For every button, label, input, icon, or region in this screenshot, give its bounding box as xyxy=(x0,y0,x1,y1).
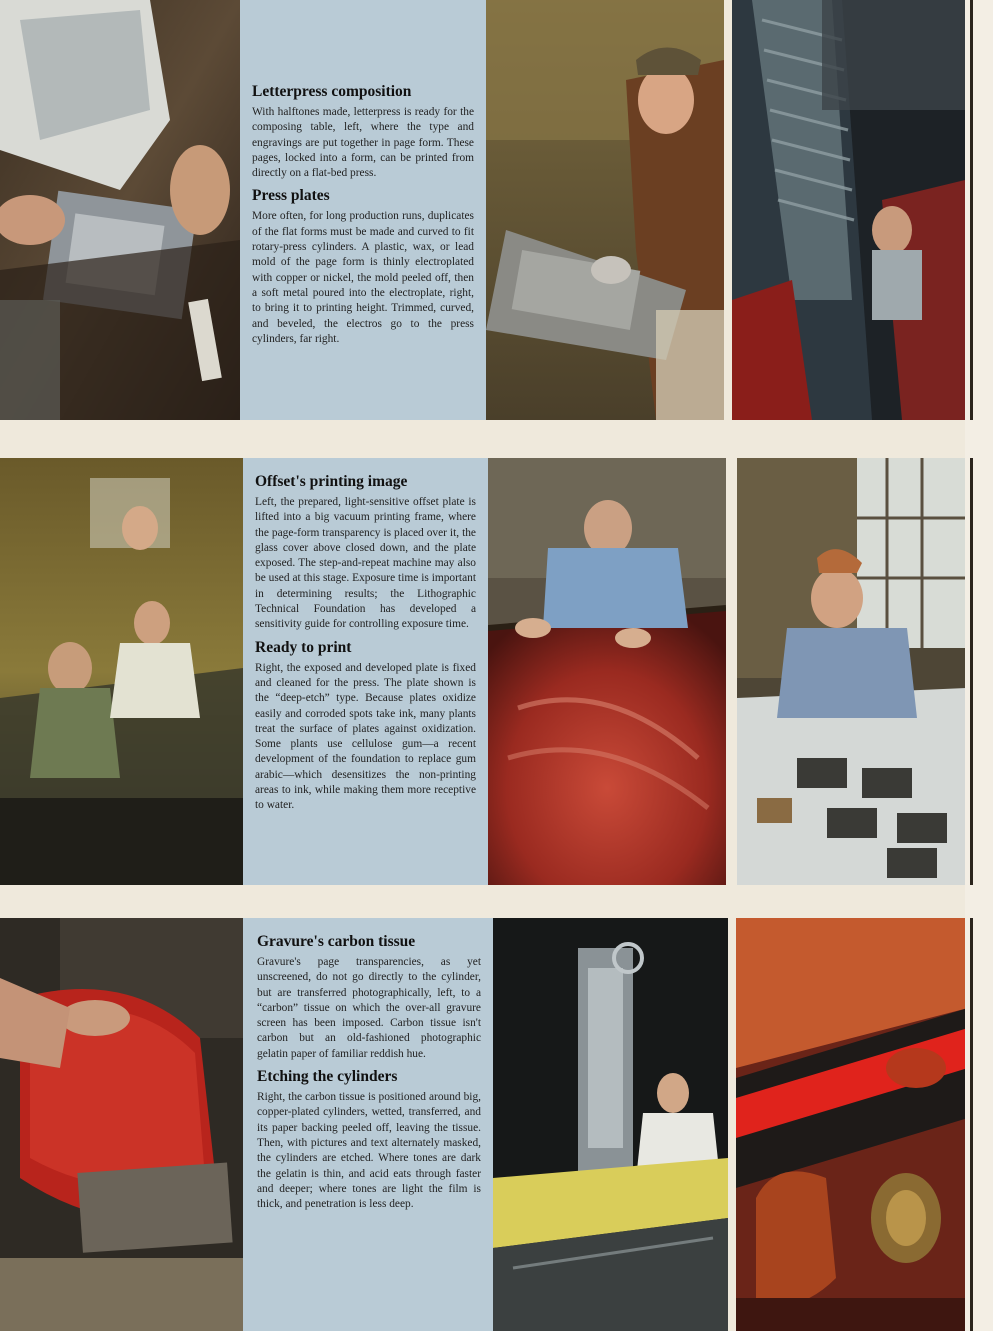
page-edge-shadow xyxy=(970,458,973,885)
body-ready-to-print: Right, the exposed and developed plate is fixed and cleaned for the press. The plate shown is the “deep-etch” type. Because plates oxidize easily and corroded spots take ink, many plants treat the surface of plates against oxidization. Some plants use cellulose gum—a recent development of the foundation to replace gum arabic—which desensitizes the non-printing areas to ink, while making them more receptive to water. xyxy=(255,661,476,812)
offset-text-panel xyxy=(243,458,488,885)
section-offset xyxy=(0,458,993,885)
photo-electroplate-worker xyxy=(486,0,724,420)
photo-composing-table xyxy=(0,0,240,420)
body-offset-printing-image: Left, the prepared, light-sensitive offset plate is lifted into a big vacuum printing frame, where the page-form transparency is placed over it, the glass cover above closed down, and the plate exposed. The step-and-repeat machine may also be used at this stage. Exposure time is important in determining results; the Lithographic Technical Foundation has developed a sensitivity guide for controlling exposure time. xyxy=(255,496,476,631)
letterpress-text-panel xyxy=(240,0,486,420)
photo-etched-cylinder xyxy=(736,918,968,1331)
heading-offset-printing-image: Offset's printing image xyxy=(255,473,408,490)
body-etching-cylinders: Right, the carbon tissue is positioned around big, copper-plated cylinders, wetted, transferred, and its paper backing peeled off, leaving the tissue. Then, with pictures and text alternately masked, the cylinders are etched. Where tones are dark the gelatin is thin, and acid eats through faster and deeper; where tones are light the film is thick, and penetration is less deep. xyxy=(257,1091,481,1211)
page-edge-shadow xyxy=(970,0,973,420)
heading-press-plates: Press plates xyxy=(252,187,330,205)
photo-plate-cleaning xyxy=(488,458,726,885)
body-press-plates: More often, for long production runs, duplicates of the flat forms must be made and curved to fit rotary-press cylinders. A plastic, wax, or lead mold of the page form is thinly electroplated with copper or nickel, the mold peeled off, then a soft metal poured into the electroplate, right, to bring it to printing height. Trimmed, curved, and beveled, the electros go to the press cylinders, far right. xyxy=(252,210,474,345)
gravure-text-panel xyxy=(243,918,493,1331)
body-gravure-carbon-tissue: Gravure's page transparencies, as yet unscreened, do not go directly to the cylinder, but are transferred photographically, left, to a “carbon” tissue on which the over-all gravure screen has been imposed. Carbon tissue isn't carbon but an old-fashioned photographic gelatin paper of familiar reddish hue. xyxy=(257,956,481,1060)
section-gravure xyxy=(0,918,993,1331)
photo-plate-fixing xyxy=(737,458,966,885)
photo-vacuum-printing-frame xyxy=(0,458,243,885)
heading-letterpress-composition: Letterpress composition xyxy=(252,83,412,100)
page-edge-shadow xyxy=(970,918,973,1331)
body-letterpress-composition: With halftones made, letterpress is ready for the composing table, left, where the type and engravings are put together in page form. These pages, locked into a form, can be printed from directly on a flat-bed press. xyxy=(252,106,474,180)
heading-ready-to-print: Ready to print xyxy=(255,638,352,656)
photo-copper-cylinder-etching xyxy=(493,918,728,1331)
heading-gravure-carbon-tissue: Gravure's carbon tissue xyxy=(257,933,416,950)
section-letterpress xyxy=(0,0,993,420)
heading-etching-cylinders: Etching the cylinders xyxy=(257,1068,398,1086)
photo-carbon-tissue xyxy=(0,918,243,1331)
photo-press-cylinders xyxy=(732,0,965,420)
